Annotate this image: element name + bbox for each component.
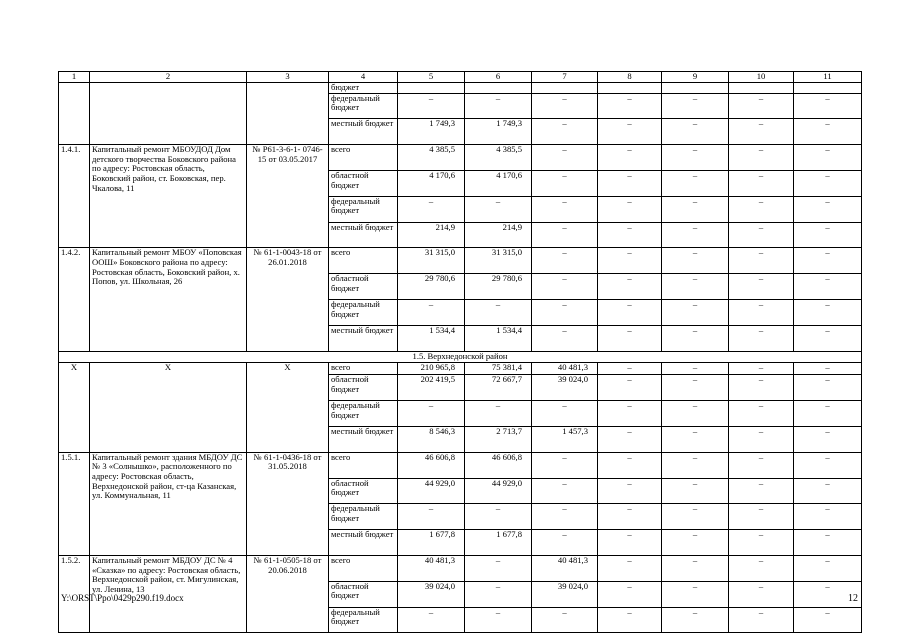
- value-cell: –: [794, 427, 862, 453]
- col-header-4: 4: [329, 72, 398, 83]
- value-cell: 4 170,6: [398, 170, 465, 196]
- value-cell: –: [794, 325, 862, 351]
- value-cell: –: [598, 362, 662, 375]
- value-cell: 1 749,3: [398, 119, 465, 145]
- budget-type-cell: областной бюджет: [329, 375, 398, 401]
- budget-type-cell: всего: [329, 452, 398, 478]
- budget-type-cell: местный бюджет: [329, 325, 398, 351]
- value-cell: –: [794, 170, 862, 196]
- value-cell: –: [598, 401, 662, 427]
- budget-type-cell: областной бюджет: [329, 581, 398, 607]
- value-cell: 1 534,4: [465, 325, 532, 351]
- budget-type-cell: всего: [329, 362, 398, 375]
- value-cell: –: [662, 274, 729, 300]
- value-cell: –: [598, 248, 662, 274]
- table-row: [59, 248, 862, 274]
- value-cell: [662, 83, 729, 94]
- value-cell: –: [729, 452, 794, 478]
- value-cell: 40 481,3: [398, 556, 465, 582]
- value-cell: [794, 83, 862, 94]
- summary-num-cell: Х: [59, 362, 90, 452]
- value-cell: 46 606,8: [398, 452, 465, 478]
- col-header-1: 1: [59, 72, 90, 83]
- value-cell: –: [794, 248, 862, 274]
- value-cell: –: [532, 248, 598, 274]
- summary-doc-cell: Х: [247, 362, 329, 452]
- budget-type-cell: федеральный бюджет: [329, 607, 398, 633]
- budget-type-cell: федеральный бюджет: [329, 401, 398, 427]
- value-cell: –: [729, 93, 794, 119]
- value-cell: –: [662, 196, 729, 222]
- value-cell: –: [598, 478, 662, 504]
- value-cell: 29 780,6: [465, 274, 532, 300]
- value-cell: 1 749,3: [465, 119, 532, 145]
- value-cell: –: [398, 299, 465, 325]
- value-cell: 1 534,4: [398, 325, 465, 351]
- value-cell: –: [729, 248, 794, 274]
- value-cell: 8 546,3: [398, 427, 465, 453]
- value-cell: –: [729, 581, 794, 607]
- value-cell: –: [598, 196, 662, 222]
- continuation-doc-cell: [247, 83, 329, 145]
- value-cell: –: [598, 452, 662, 478]
- value-cell: –: [598, 274, 662, 300]
- value-cell: –: [794, 607, 862, 633]
- value-cell: –: [465, 504, 532, 530]
- table-body: [59, 72, 862, 633]
- col-header-10: 10: [729, 72, 794, 83]
- value-cell: –: [662, 299, 729, 325]
- value-cell: –: [729, 530, 794, 556]
- value-cell: –: [662, 401, 729, 427]
- value-cell: –: [662, 248, 729, 274]
- value-cell: –: [794, 93, 862, 119]
- value-cell: –: [729, 119, 794, 145]
- value-cell: –: [662, 222, 729, 248]
- value-cell: –: [794, 556, 862, 582]
- col-header-7: 7: [532, 72, 598, 83]
- budget-type-cell: областной бюджет: [329, 170, 398, 196]
- value-cell: –: [729, 299, 794, 325]
- value-cell: –: [662, 145, 729, 171]
- col-header-9: 9: [662, 72, 729, 83]
- budget-type-cell: федеральный бюджет: [329, 93, 398, 119]
- value-cell: –: [662, 375, 729, 401]
- value-cell: –: [598, 375, 662, 401]
- value-cell: 44 929,0: [465, 478, 532, 504]
- value-cell: –: [465, 556, 532, 582]
- table-row: [59, 556, 862, 582]
- budget-type-cell: местный бюджет: [329, 222, 398, 248]
- item-document-cell: № Р61-3-6-1- 0746-15 от 03.05.2017: [247, 145, 329, 248]
- value-cell: –: [465, 196, 532, 222]
- budget-type-cell: местный бюджет: [329, 119, 398, 145]
- value-cell: –: [662, 170, 729, 196]
- value-cell: [532, 83, 598, 94]
- value-cell: 39 024,0: [398, 581, 465, 607]
- value-cell: 4 385,5: [465, 145, 532, 171]
- value-cell: 214,9: [465, 222, 532, 248]
- item-name-cell: Капитальный ремонт здания МБДОУ ДС № 3 «Солнышко», расположенного по адресу: Ростовская область, Верхнедонской район, ст-ца Казанская, ул. Коммунальная, 11: [90, 452, 247, 555]
- value-cell: –: [465, 607, 532, 633]
- item-name-cell: Капитальный ремонт МБОУДОД Дом детского творчества Боковского района по адресу: Ростовская область, Боковский район, ст. Боковская, пер. Чкалова, 11: [90, 145, 247, 248]
- value-cell: –: [662, 530, 729, 556]
- value-cell: –: [662, 119, 729, 145]
- budget-type-cell: федеральный бюджет: [329, 299, 398, 325]
- value-cell: –: [662, 362, 729, 375]
- value-cell: –: [729, 504, 794, 530]
- item-number-cell: 1.4.2.: [59, 248, 90, 351]
- col-header-2: 2: [90, 72, 247, 83]
- value-cell: –: [598, 530, 662, 556]
- value-cell: –: [598, 222, 662, 248]
- value-cell: –: [729, 325, 794, 351]
- value-cell: –: [794, 119, 862, 145]
- value-cell: –: [794, 145, 862, 171]
- continuation-num-cell: [59, 83, 90, 145]
- value-cell: –: [662, 607, 729, 633]
- value-cell: –: [729, 196, 794, 222]
- value-cell: –: [794, 581, 862, 607]
- value-cell: –: [532, 325, 598, 351]
- table-row: [59, 83, 862, 94]
- page-number: 12: [848, 593, 858, 604]
- value-cell: [465, 83, 532, 94]
- item-name-cell: Капитальный ремонт МБОУ «Поповская ООШ» Боковского района по адресу: Ростовская область, Боковский район, х. Попов, ул. Школьная, 26: [90, 248, 247, 351]
- footer-file-path: Y:\ORST\Ppo\0429p290.f19.docx: [61, 593, 184, 603]
- item-number-cell: 1.5.1.: [59, 452, 90, 555]
- value-cell: –: [794, 362, 862, 375]
- value-cell: 39 024,0: [532, 581, 598, 607]
- value-cell: –: [532, 299, 598, 325]
- value-cell: –: [532, 452, 598, 478]
- value-cell: –: [532, 607, 598, 633]
- value-cell: –: [532, 478, 598, 504]
- value-cell: 1 677,8: [465, 530, 532, 556]
- value-cell: 4 170,6: [465, 170, 532, 196]
- value-cell: –: [729, 401, 794, 427]
- value-cell: –: [794, 196, 862, 222]
- value-cell: [729, 83, 794, 94]
- value-cell: 202 419,5: [398, 375, 465, 401]
- value-cell: [598, 83, 662, 94]
- value-cell: –: [729, 145, 794, 171]
- table-row: [59, 145, 862, 171]
- value-cell: –: [465, 93, 532, 119]
- value-cell: 31 315,0: [465, 248, 532, 274]
- value-cell: –: [465, 299, 532, 325]
- value-cell: –: [598, 299, 662, 325]
- section-row: [59, 351, 862, 362]
- value-cell: –: [598, 581, 662, 607]
- value-cell: 31 315,0: [398, 248, 465, 274]
- budget-type-cell: федеральный бюджет: [329, 504, 398, 530]
- value-cell: 72 667,7: [465, 375, 532, 401]
- value-cell: –: [729, 427, 794, 453]
- value-cell: –: [398, 504, 465, 530]
- value-cell: –: [598, 607, 662, 633]
- summary-name-cell: Х: [90, 362, 247, 452]
- value-cell: –: [398, 607, 465, 633]
- value-cell: –: [729, 478, 794, 504]
- column-number-row: [59, 72, 862, 83]
- col-header-5: 5: [398, 72, 465, 83]
- value-cell: –: [532, 274, 598, 300]
- value-cell: –: [729, 362, 794, 375]
- budget-type-cell: областной бюджет: [329, 478, 398, 504]
- value-cell: –: [794, 452, 862, 478]
- item-name-cell: Капитальный ремонт МБДОУ ДС № 4 «Сказка» по адресу: Ростовская область, Верхнедонской район, ст. Мигулинская, ул. Ленина, 13: [90, 556, 247, 633]
- value-cell: –: [532, 170, 598, 196]
- item-document-cell: № 61-1-0043-18 от 26.01.2018: [247, 248, 329, 351]
- col-header-3: 3: [247, 72, 329, 83]
- item-number-cell: 1.4.1.: [59, 145, 90, 248]
- continuation-name-cell: [90, 83, 247, 145]
- budget-type-cell: федеральный бюджет: [329, 196, 398, 222]
- value-cell: 1 677,8: [398, 530, 465, 556]
- value-cell: [398, 83, 465, 94]
- value-cell: –: [662, 93, 729, 119]
- value-cell: –: [398, 401, 465, 427]
- value-cell: –: [598, 427, 662, 453]
- table-row: [59, 452, 862, 478]
- item-number-cell: 1.5.2.: [59, 556, 90, 633]
- value-cell: –: [662, 427, 729, 453]
- value-cell: 46 606,8: [465, 452, 532, 478]
- value-cell: –: [532, 196, 598, 222]
- value-cell: 1 457,3: [532, 427, 598, 453]
- value-cell: –: [794, 274, 862, 300]
- value-cell: –: [662, 478, 729, 504]
- value-cell: –: [598, 93, 662, 119]
- budget-type-cell: местный бюджет: [329, 427, 398, 453]
- value-cell: –: [662, 325, 729, 351]
- item-document-cell: № 61-1-0505-18 от 20.06.2018: [247, 556, 329, 633]
- budget-table: [58, 71, 862, 633]
- value-cell: –: [532, 119, 598, 145]
- value-cell: –: [532, 93, 598, 119]
- col-header-11: 11: [794, 72, 862, 83]
- value-cell: –: [729, 607, 794, 633]
- value-cell: –: [662, 452, 729, 478]
- value-cell: –: [598, 145, 662, 171]
- value-cell: 210 965,8: [398, 362, 465, 375]
- budget-type-cell: всего: [329, 248, 398, 274]
- value-cell: –: [532, 401, 598, 427]
- budget-type-cell: областной бюджет: [329, 274, 398, 300]
- value-cell: –: [794, 375, 862, 401]
- value-cell: –: [398, 93, 465, 119]
- value-cell: –: [465, 401, 532, 427]
- budget-type-cell: всего: [329, 556, 398, 582]
- value-cell: –: [729, 222, 794, 248]
- table-row: [59, 362, 862, 375]
- value-cell: –: [398, 196, 465, 222]
- value-cell: 40 481,3: [532, 556, 598, 582]
- value-cell: 214,9: [398, 222, 465, 248]
- value-cell: –: [794, 478, 862, 504]
- value-cell: –: [598, 556, 662, 582]
- value-cell: 29 780,6: [398, 274, 465, 300]
- value-cell: 4 385,5: [398, 145, 465, 171]
- value-cell: –: [729, 170, 794, 196]
- col-header-8: 8: [598, 72, 662, 83]
- budget-type-cell: местный бюджет: [329, 530, 398, 556]
- value-cell: –: [598, 170, 662, 196]
- value-cell: –: [532, 530, 598, 556]
- value-cell: 40 481,3: [532, 362, 598, 375]
- section-title-cell: 1.5. Верхнедонской район: [59, 351, 862, 362]
- value-cell: –: [532, 222, 598, 248]
- budget-type-cell: всего: [329, 145, 398, 171]
- value-cell: 75 381,4: [465, 362, 532, 375]
- value-cell: 44 929,0: [398, 478, 465, 504]
- value-cell: –: [598, 119, 662, 145]
- value-cell: –: [794, 504, 862, 530]
- value-cell: –: [465, 581, 532, 607]
- col-header-6: 6: [465, 72, 532, 83]
- value-cell: –: [662, 581, 729, 607]
- value-cell: –: [794, 530, 862, 556]
- value-cell: –: [729, 556, 794, 582]
- value-cell: –: [598, 325, 662, 351]
- value-cell: –: [729, 274, 794, 300]
- value-cell: –: [598, 504, 662, 530]
- value-cell: –: [794, 299, 862, 325]
- value-cell: 2 713,7: [465, 427, 532, 453]
- value-cell: 39 024,0: [532, 375, 598, 401]
- value-cell: –: [794, 222, 862, 248]
- value-cell: –: [794, 401, 862, 427]
- value-cell: –: [662, 556, 729, 582]
- value-cell: –: [729, 375, 794, 401]
- value-cell: –: [532, 145, 598, 171]
- value-cell: –: [662, 504, 729, 530]
- budget-type-cell: бюджет: [329, 83, 398, 94]
- item-document-cell: № 61-1-0436-18 от 31.05.2018: [247, 452, 329, 555]
- value-cell: –: [532, 504, 598, 530]
